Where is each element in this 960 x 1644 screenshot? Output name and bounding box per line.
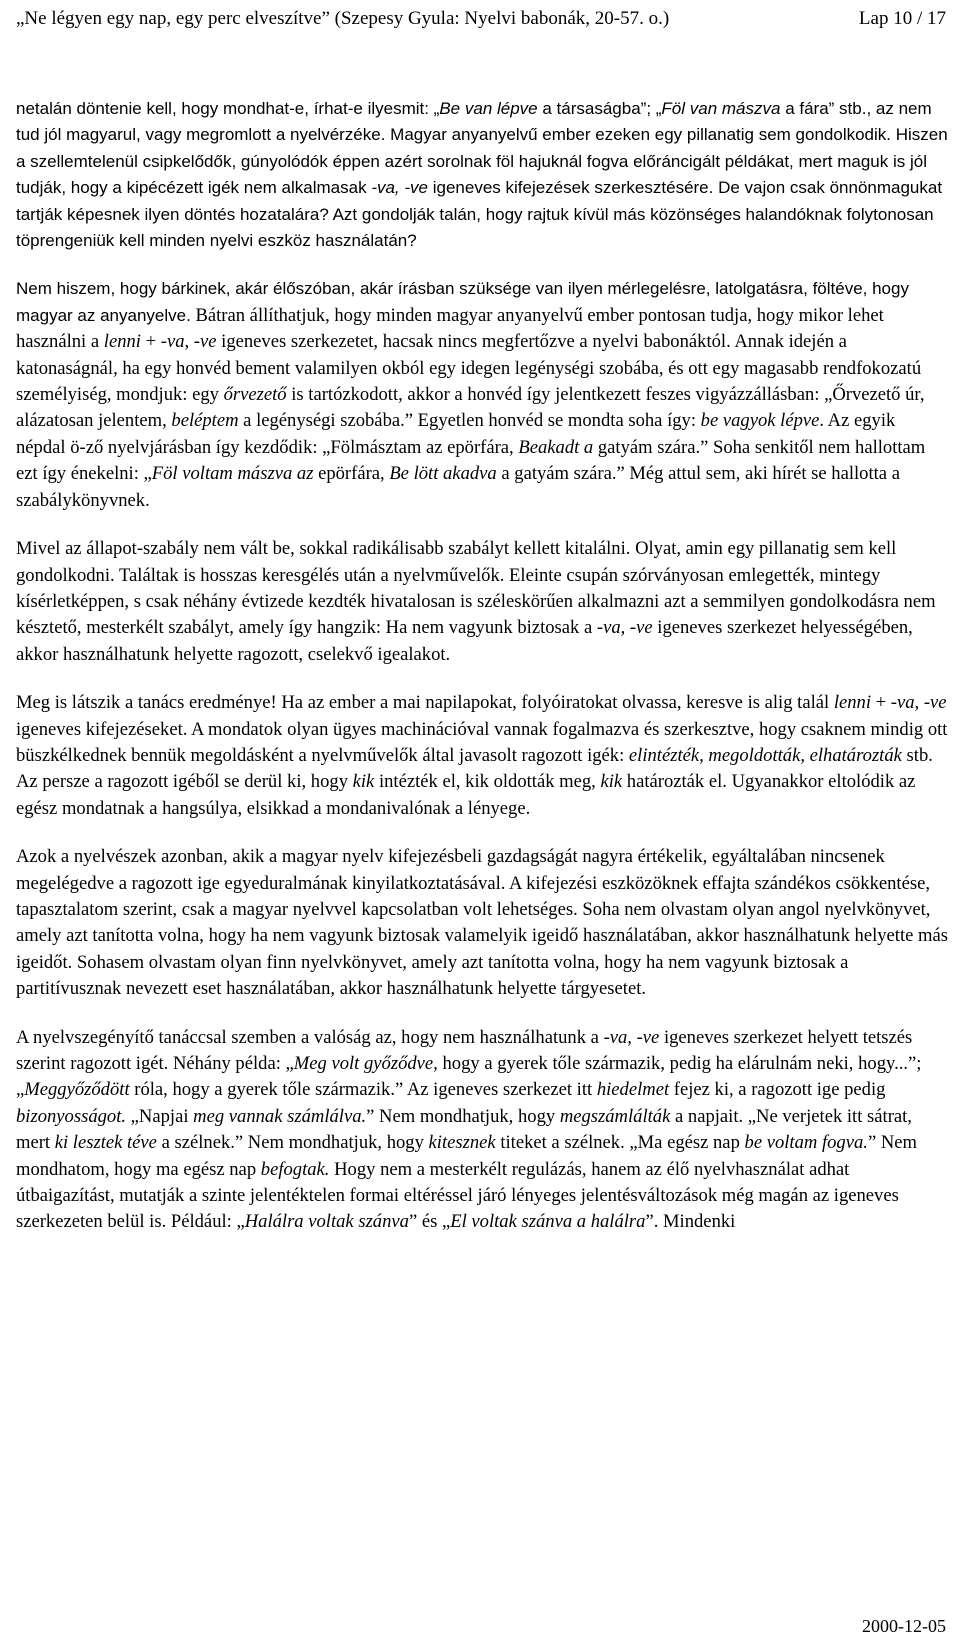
text-run: + (140, 331, 161, 353)
italic-text-run: Be lött akadva (389, 463, 497, 485)
italic-text-run: Halálra voltak szánva (244, 1211, 409, 1233)
italic-text-run: -va, -ve (603, 1026, 660, 1048)
text-run: Meg is látszik a tanács eredménye! Ha az ember a mai napilapokat, folyóiratokat olvassa, keresve is alig talál (16, 692, 834, 714)
text-run: Nem hiszem, hogy bárkinek, akár élőszóban, akár írásban szüksége van ilyen mérlegelésre, latolgatásra, föltéve, hogy magyar az anyanyelve. (16, 279, 909, 325)
text-run: ” és „ (408, 1211, 451, 1233)
italic-text-run: kik (600, 771, 623, 793)
text-run: fejez ki, a ragozott ige pedig (669, 1079, 886, 1101)
body-paragraph (16, 1025, 948, 1236)
italic-text-run: hiedelmet (596, 1079, 670, 1101)
text-run: Azok a nyelvészek azonban, akik a magyar nyelv kifejezésbeli gazdagságát nagyra értékelik, egyáltalában nincsenek megelégedve a ragozott ige egyeduralmának kinyilatkoztatásával. A kifejezési eszközöknek effajta szándékos csökkentése, tapasztalatom szerint, csak a magyar nyelvvel kapcsolatban volt lehetséges. Soha nem olvastam olyan angol nyelvkönyvet, amely azt tanította volna, hogy ha nem vagyunk biztosak valamelyik igeidő használatában, akkor használhatunk helyette más igeidőt. Sohasem olvastam olyan finn nyelvkönyvet, amely azt tanította volna, hogy ha nem vagyunk biztosak a partitívusznak nevezett eset használatában, akkor használhatunk helyette tárgyesetet. (16, 846, 948, 1000)
text-run: + (871, 692, 891, 714)
italic-text-run: -va, -ve (890, 692, 947, 714)
text-run: ”. Mindenki (645, 1211, 736, 1233)
italic-text-run: Föl van mászva (661, 99, 781, 118)
text-run: igeneves kifejezéseket. A mondatok olyan ügyes machinációval vannak fogalmazva és szerkesztve, hogy csaknem mindig ott büszkélkednek bennük megoldásként a nyelvművelők által javasolt ragozott igék: (16, 718, 948, 766)
italic-text-run: Föl voltam mászva az (151, 463, 314, 485)
text-run: Bátran állíthatjuk, hogy minden magyar anyanyelvű ember pontosan tudja, hogy mikor lehet használni a (16, 304, 884, 353)
body-paragraph (16, 276, 948, 514)
italic-text-run: Meggyőződött (24, 1079, 130, 1101)
text-run: a gatyám szára.” Még attul sem, aki hírét se hallotta a szabálykönyvnek. (16, 463, 900, 511)
text-run: a társaságba”; „ (537, 99, 662, 118)
text-run: Azt gondolják talán, hogy rajtuk kívül más közönséges halandóknak folytonosan töprengeniük kell minden nyelvi eszköz használatán? (16, 204, 934, 251)
text-run: igeneves szerkezet helyett tetszés szerint ragozott igét. Néhány példa: „ (16, 1026, 913, 1074)
text-run: gatyám szára.” Soha senkitől nem hallottam ezt így énekelni: „ (16, 436, 926, 485)
text-run: epörfára, (313, 463, 390, 485)
italic-text-run: be vagyok lépve (700, 410, 820, 432)
italic-text-run: bizonyosságot. (16, 1105, 127, 1127)
page-number: Lap 10 / 17 (858, 8, 946, 29)
italic-text-run: elintézték, megoldották, elhatározták (628, 744, 902, 766)
body-paragraph (16, 96, 948, 254)
italic-text-run: beléptem (171, 410, 239, 432)
body-paragraph (16, 844, 948, 1002)
text-run: igeneves szerkezetet, hacsak nincs megfertőzve a nyelvi babonáktól. Annak idején a katonaságnál, ha egy honvéd bement valamilyen okból egy idegen legénységi szobába, és ott egy magasabb rendfokozatú személyiség, mondjuk: egy (16, 331, 922, 406)
italic-text-run: kitesznek (428, 1132, 496, 1154)
document-title: „Ne légyen egy nap, egy perc elveszítve” (Szepesy Gyula: Nyelvi babonák, 20-57. o.) (16, 8, 670, 29)
italic-text-run: Beakadt a (518, 436, 594, 458)
text-run: A nyelvszegényítő tanáccsal szemben a valóság az, hogy nem használhatunk a (16, 1026, 604, 1048)
italic-text-run: -va, -ve (160, 331, 217, 353)
italic-text-run: be voltam fogva. (744, 1132, 868, 1154)
italic-text-run: El voltak szánva a halálra (450, 1211, 646, 1233)
text-run: a szélnek.” Nem mondhatjuk, hogy (156, 1132, 429, 1154)
text-run: a fára” stb., az nem tud jól magyarul, vagy megromlott a nyelvérzéke. Magyar anyanyelvű ember ezeken egy pillanatig sem gondolkodik. Hiszen a szellemtelenül csipkelődők, gúnyolódók éppen azért sorolnak föl hajuknál fogva előráncigált példákat, mert maguk is jól tudják, hogy a kipécézett igék nem alkalmasak (16, 99, 948, 198)
italic-text-run: lenni (103, 331, 141, 353)
italic-text-run: kik (352, 771, 375, 793)
text-run: . Az egyik népdal ö-ző nyelvjárásban így kezdődik: „Fölmásztam az epörfára, (16, 410, 896, 458)
text-run: titeket a szélnek. „Ma egész nap (495, 1132, 745, 1154)
italic-text-run: megszámlálták (559, 1105, 671, 1127)
text-run: Mivel az állapot-szabály nem vált be, sokkal radikálisabb szabályt kellett kitalálni. Olyat, amin egy pillanatig sem kell gondolkodni. Találtak is hosszas keresgélés után a nyelvművelők. Eleinte csupán szórványosan emlegették, mintegy kísérletképpen, s csak néhány évtizede kezdték hivatalosan is széleskörűen alkalmazni azt a semmilyen gondolkodásra nem késztető, mesterkélt szabályt, amely így hangzik: Ha nem vagyunk biztosak a (16, 538, 936, 639)
text-run: netalán döntenie kell, hogy mondhat-e, írhat-e ilyesmit: „ (16, 99, 440, 118)
body-paragraph (16, 690, 948, 822)
text-run: igeneves szerkezet helyességében, akkor használhatunk helyette ragozott, cselekvő igealakot. (16, 617, 913, 665)
page-header (16, 6, 946, 36)
text-run: a legénységi szobába.” Egyetlen honvéd se mondta soha így: (238, 410, 701, 432)
italic-text-run: befogtak. (260, 1158, 330, 1180)
italic-text-run: meg vannak számlálva. (193, 1105, 367, 1127)
text-run: róla, hogy a gyerek tőle származik.” Az igeneves szerkezet itt (129, 1079, 597, 1101)
text-run: intézték el, kik oldották meg, (374, 771, 601, 793)
italic-text-run: őrvezető (223, 384, 287, 406)
text-run: stb. Az persze a ragozott igéből se derül ki, hogy (16, 744, 933, 793)
text-run: is tartózkodott, akkor a honvéd így jelentkezett feszes vigyázzállásban: „Őrvezető úr, alázatosan jelentem, (16, 384, 925, 432)
text-run: De vajon csak önnönmagukat tartják képesnek ilyen döntés hozatalára? (16, 178, 943, 224)
italic-text-run: -va, -ve (596, 617, 653, 639)
text-run: ” Nem mondhatjuk, hogy (366, 1105, 560, 1127)
text-run: határozták el. Ugyanakkor eltolódik az egész mondatnak a hangsúlya, elsikkad a mondanivalónak a lényege. (16, 771, 916, 819)
italic-text-run: ki lesztek téve (54, 1132, 157, 1154)
italic-text-run: Meg volt győződve, (293, 1053, 438, 1074)
italic-text-run: Be van lépve (439, 99, 538, 118)
text-run: Hogy nem a mesterkélt regulázás, hanem az élő nyelvhasználat adhat útbaigazítást, mutatják a szinte jelentéktelen formai eltéréssel járó lényeges jelentésváltozások még magán az igeneves szerkezeten belül is. Például: „ (16, 1158, 899, 1233)
italic-text-run: lenni (833, 692, 871, 714)
text-run: ” Nem mondhatom, hogy ma egész nap (16, 1132, 917, 1180)
footer-date: 2000-12-05 (862, 1616, 946, 1636)
text-run: hogy a gyerek tőle származik, pedig ha elárulnám neki, hogy...”; „ (16, 1053, 922, 1101)
italic-text-run: -va, -ve (371, 178, 428, 198)
article-body (16, 96, 948, 1258)
body-paragraph (16, 536, 948, 668)
text-run: igeneves kifejezések szerkesztésére. (428, 178, 714, 198)
text-run: „Napjai (126, 1105, 194, 1127)
text-run: a napjait. „Ne verjetek itt sátrat, mert (16, 1105, 912, 1154)
